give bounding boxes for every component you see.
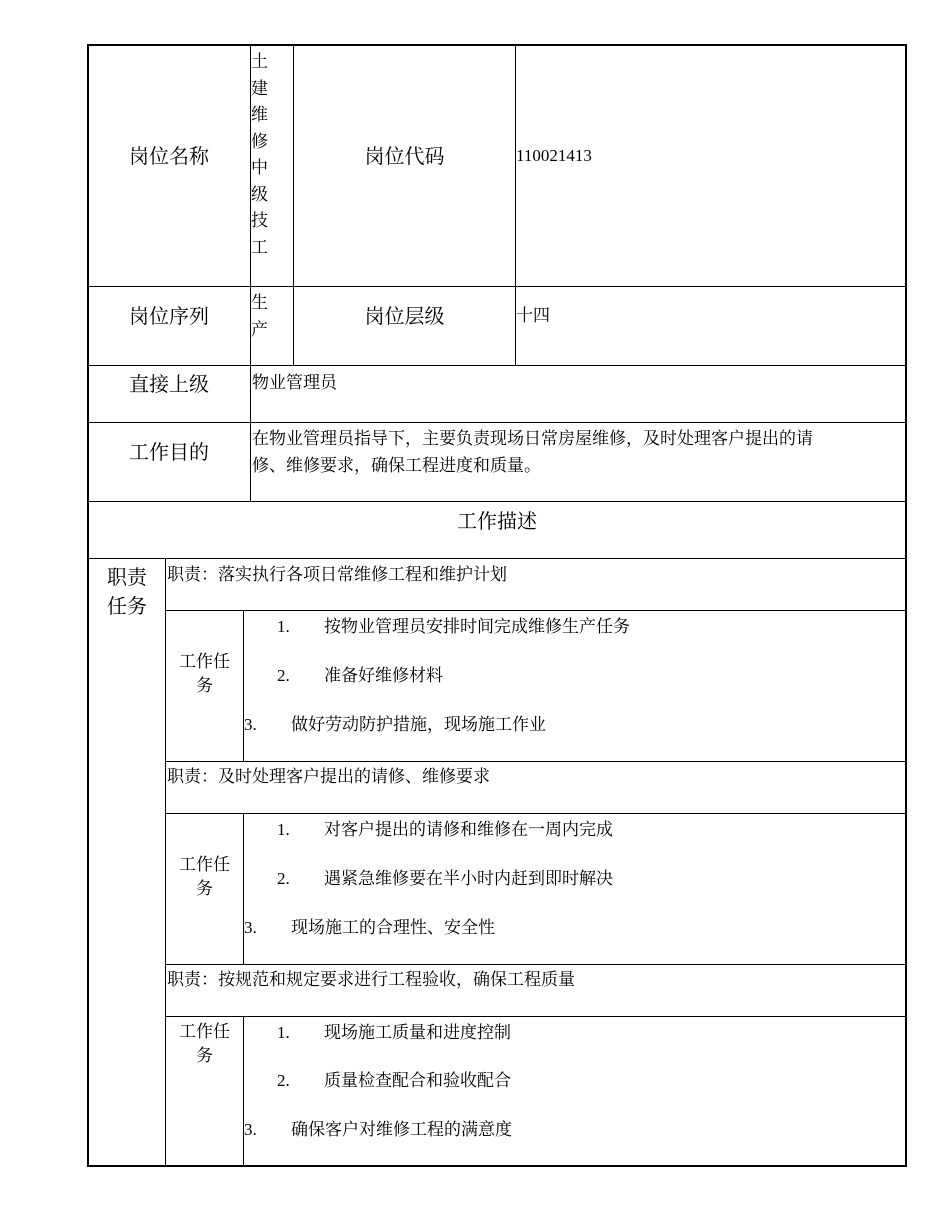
task-label-line: 务 [196, 1046, 213, 1066]
task-label-line: 务 [196, 676, 213, 696]
task-label-line: 工作任 [179, 652, 230, 672]
post-series-value [251, 290, 271, 343]
purpose-label: 工作目的 [129, 440, 209, 464]
task-item [244, 916, 257, 940]
task-item [244, 1118, 257, 1142]
superior-value: 物业管理员 [252, 373, 337, 393]
post-level-value: 十四 [516, 306, 550, 326]
post-name-value [251, 49, 271, 261]
task-item [277, 1021, 290, 1045]
duty-label [88, 564, 166, 619]
row-divider [165, 964, 906, 965]
row-divider [165, 761, 906, 762]
task-text: 遇紧急维修要在半小时内赶到即时解决 [324, 869, 613, 889]
row-divider [87, 365, 907, 366]
post-name-char: 修 [251, 131, 268, 152]
post-series-label: 岗位序列 [129, 304, 209, 328]
description-title: 工作描述 [457, 509, 537, 533]
task-number: 2. [277, 869, 290, 888]
row-divider [87, 286, 907, 287]
task-item [244, 713, 257, 737]
purpose-line-2: 修、维修要求，确保工程进度和质量。 [252, 456, 541, 476]
task-text: 现场施工质量和进度控制 [324, 1023, 511, 1043]
task-item [277, 867, 290, 891]
duty-label-line: 职责 [107, 565, 147, 589]
task-item [277, 615, 290, 639]
post-name-char: 中 [251, 158, 268, 178]
task-number: 1. [277, 820, 290, 839]
task-text: 确保客户对维修工程的满意度 [291, 1120, 512, 1140]
post-name-char: 维 [251, 105, 268, 125]
task-number: 3. [244, 715, 257, 734]
task-item [277, 818, 290, 842]
post-series-char: 生 [251, 293, 268, 313]
row-divider [165, 813, 906, 814]
task-label-line: 工作任 [179, 1022, 230, 1042]
task-label-line: 工作任 [179, 855, 230, 875]
task-text: 按物业管理员安排时间完成维修生产任务 [324, 617, 630, 637]
task-label [166, 853, 243, 901]
task-text: 对客户提出的请修和维修在一周内完成 [324, 820, 613, 840]
row-divider [87, 558, 907, 559]
task-label [166, 1020, 243, 1068]
table-border-top [87, 44, 907, 46]
post-name-char: 级 [251, 184, 268, 205]
post-level-label: 岗位层级 [364, 304, 445, 328]
task-number: 2. [277, 1071, 290, 1090]
duty-title: 职责：按规范和规定要求进行工程验收，确保工程质量 [167, 970, 575, 990]
superior-label: 直接上级 [129, 372, 209, 396]
task-text: 准备好维修材料 [324, 666, 443, 686]
task-number: 2. [277, 666, 290, 685]
row-divider [87, 501, 907, 502]
post-name-char: 建 [251, 78, 268, 99]
task-item [277, 1069, 290, 1093]
duty-title: 职责：落实执行各项日常维修工程和维护计划 [167, 565, 507, 585]
row-divider [165, 1016, 906, 1017]
task-label-line: 务 [196, 879, 213, 899]
task-number: 1. [277, 617, 290, 636]
post-code-label: 岗位代码 [364, 144, 445, 168]
task-label [166, 650, 243, 698]
post-series-char: 产 [251, 319, 268, 340]
post-name-char: 土 [251, 52, 268, 72]
col-divider [243, 610, 244, 762]
task-item [277, 664, 290, 688]
col-divider [243, 813, 244, 965]
task-text: 质量检查配合和验收配合 [324, 1071, 511, 1091]
post-name-char: 工 [251, 237, 268, 258]
table-border-right [905, 44, 907, 1167]
post-name-char: 技 [251, 211, 268, 231]
task-number: 3. [244, 918, 257, 937]
task-number: 3. [244, 1120, 257, 1139]
col-divider [243, 1016, 244, 1166]
post-code-value: 110021413 [516, 146, 592, 165]
task-number: 1. [277, 1023, 290, 1042]
table-border-bottom [87, 1165, 907, 1167]
post-name-label: 岗位名称 [129, 144, 209, 168]
task-text: 现场施工的合理性、安全性 [291, 918, 495, 938]
duty-label-line: 任务 [107, 594, 147, 618]
purpose-line-1: 在物业管理员指导下，主要负责现场日常房屋维修，及时处理客户提出的请 [252, 429, 813, 449]
duty-title: 职责：及时处理客户提出的请修、维修要求 [167, 767, 490, 787]
task-text: 做好劳动防护措施，现场施工作业 [291, 715, 546, 735]
row-divider [87, 422, 907, 423]
row-divider [165, 610, 906, 611]
